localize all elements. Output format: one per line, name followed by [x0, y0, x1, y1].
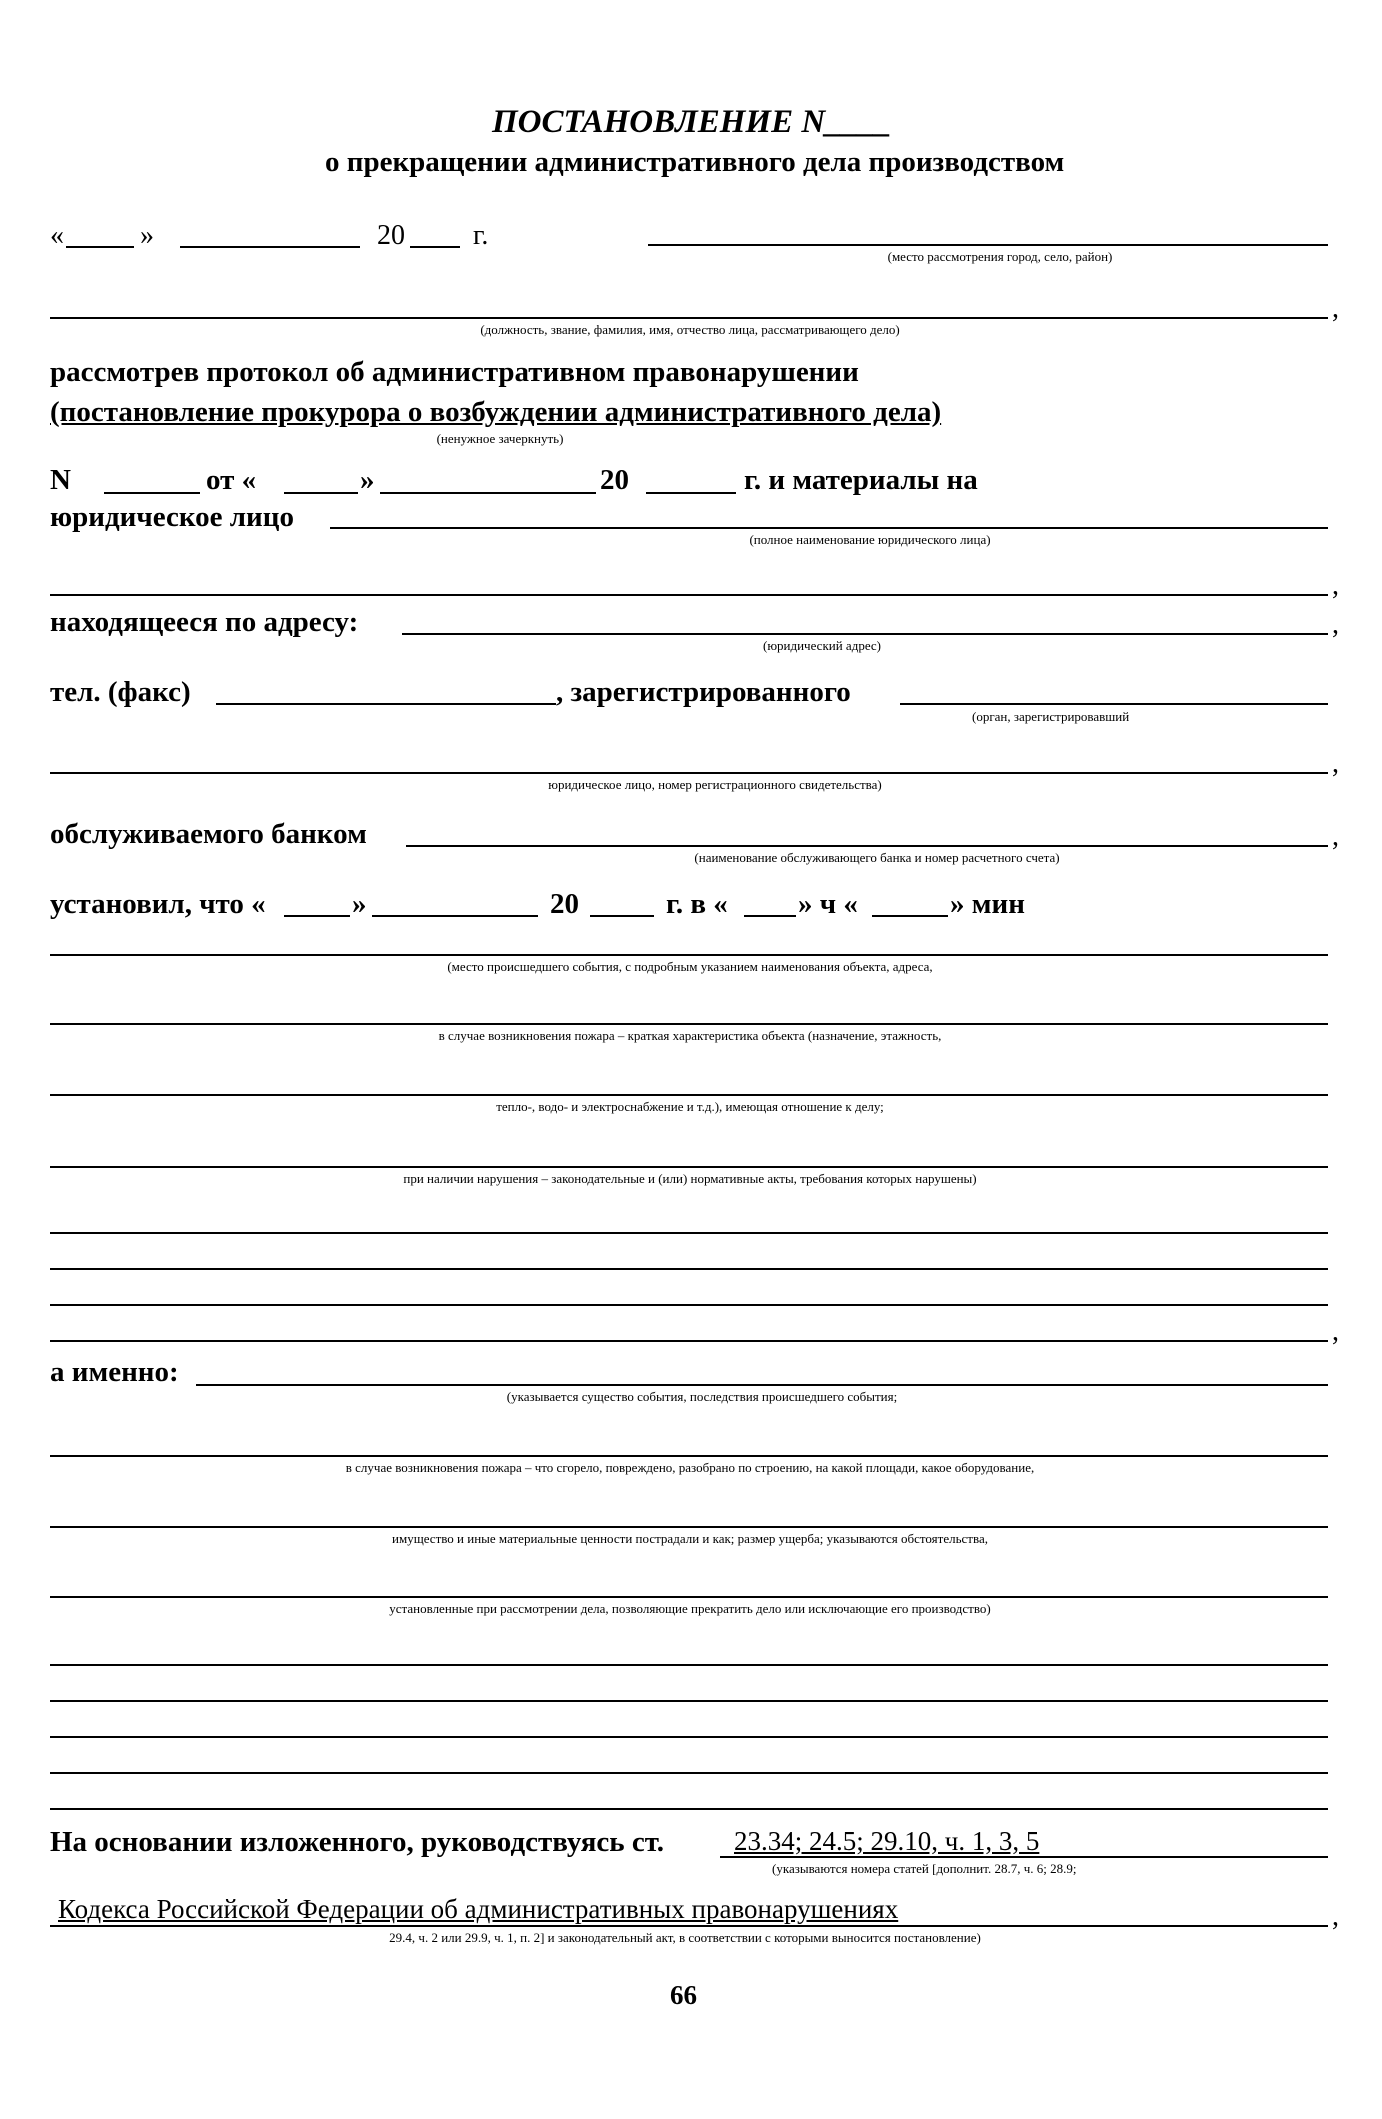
- namely-caption: установленные при рассмотрении дела, позволяющие прекратить дело или исключающие его производство): [389, 1601, 991, 1616]
- day-field[interactable]: [66, 246, 134, 248]
- protocol-date-close: »: [360, 464, 375, 496]
- protocol-number-field[interactable]: [104, 492, 200, 494]
- blank-line[interactable]: [50, 1736, 1328, 1738]
- protocol-day-field[interactable]: [284, 492, 358, 494]
- namely-field[interactable]: [50, 1526, 1328, 1528]
- place-field[interactable]: [648, 244, 1328, 246]
- namely-field[interactable]: [50, 1596, 1328, 1598]
- entity-caption: (полное наименование юридического лица): [749, 532, 991, 547]
- blank-line[interactable]: [50, 1304, 1328, 1306]
- from-label: от «: [206, 464, 257, 496]
- event-details-field[interactable]: [50, 1094, 1328, 1096]
- event-month-field[interactable]: [372, 915, 538, 917]
- registration-caption: юридическое лицо, номер регистрационного свидетельства): [548, 777, 882, 792]
- articles-caption: (указываются номера статей [дополнит. 28.7, ч. 6; 28.9;: [772, 1861, 1077, 1876]
- event-time-label: г. в «: [666, 888, 728, 920]
- comma: ,: [1332, 293, 1339, 324]
- blank-line[interactable]: [50, 1232, 1328, 1234]
- event-date-close: »: [352, 888, 367, 920]
- code-caption: 29.4, ч. 2 или 29.9, ч. 1, п. 2] и законодательный акт, в соответствии с которыми выносится постановление): [389, 1930, 981, 1945]
- bank-label: обслуживаемого банком: [50, 818, 367, 850]
- namely-caption: в случае возникновения пожара – что сгорело, повреждено, разобрано по строению, на какой площади, какое оборудование,: [345, 1460, 1035, 1475]
- registered-label: , зарегистрированного: [556, 676, 851, 708]
- namely-field[interactable]: [50, 1455, 1328, 1457]
- code-field[interactable]: [50, 1925, 1328, 1927]
- event-year-field[interactable]: [590, 915, 654, 917]
- month-field[interactable]: [180, 246, 360, 248]
- bank-field[interactable]: [406, 845, 1328, 847]
- bank-caption: (наименование обслуживающего банка и номер расчетного счета): [694, 850, 1060, 865]
- comma: ,: [1332, 821, 1339, 852]
- event-caption: тепло-, водо- и электроснабжение и т.д.), имеющая отношение к делу;: [496, 1099, 884, 1114]
- comma: ,: [1332, 570, 1339, 601]
- official-field[interactable]: [50, 317, 1328, 319]
- event-year-prefix: 20: [550, 888, 579, 920]
- entity-label: юридическое лицо: [50, 501, 294, 533]
- place-caption: (место рассмотрения город, село, район): [887, 249, 1113, 264]
- event-details-field[interactable]: [50, 1023, 1328, 1025]
- prosecutor-decision-text: (постановление прокурора о возбуждении административного дела): [50, 396, 942, 428]
- document-title: ПОСТАНОВЛЕНИЕ N____: [492, 104, 892, 140]
- blank-line[interactable]: [50, 1268, 1328, 1270]
- namely-field[interactable]: [196, 1384, 1328, 1386]
- official-caption: (должность, звание, фамилия, имя, отчество лица, рассматривающего дело): [480, 322, 900, 337]
- event-day-field[interactable]: [284, 915, 350, 917]
- year-suffix: г.: [473, 220, 489, 251]
- materials-text: г. и материалы на: [744, 464, 978, 496]
- blank-line[interactable]: [50, 1700, 1328, 1702]
- blank-line[interactable]: [50, 1340, 1328, 1342]
- comma: ,: [1332, 748, 1339, 779]
- comma: ,: [1332, 609, 1339, 640]
- protocol-year-field[interactable]: [646, 492, 736, 494]
- date-open-quote: «: [50, 220, 64, 251]
- blank-line[interactable]: [50, 1808, 1328, 1810]
- event-hour-field[interactable]: [744, 915, 796, 917]
- articles-text: 23.34; 24.5; 29.10, ч. 1, 3, 5: [734, 1826, 1040, 1856]
- established-label: установил, что «: [50, 888, 266, 920]
- protocol-month-field[interactable]: [380, 492, 596, 494]
- articles-field[interactable]: [720, 1856, 1328, 1858]
- protocol-year-prefix: 20: [600, 464, 629, 496]
- comma: ,: [1332, 1901, 1339, 1932]
- address-caption: (юридический адрес): [762, 638, 882, 653]
- year-prefix: 20: [377, 220, 405, 251]
- event-caption: при наличии нарушения – законодательные и (или) нормативные акты, требования которых нарушены): [403, 1171, 977, 1186]
- strike-caption: (ненужное зачеркнуть): [436, 431, 564, 446]
- basis-label: На основании изложенного, руководствуясь ст.: [50, 1826, 665, 1858]
- number-label: N: [50, 464, 71, 496]
- blank-line[interactable]: [50, 1772, 1328, 1774]
- event-minute-field[interactable]: [872, 915, 948, 917]
- namely-caption: имущество и иные материальные ценности пострадали и как; размер ущерба; указываются обстоятельства,: [392, 1531, 988, 1546]
- date-close-quote: »: [140, 220, 154, 251]
- phone-label: тел. (факс): [50, 676, 191, 708]
- namely-label: а именно:: [50, 1356, 179, 1388]
- year-field[interactable]: [410, 246, 460, 248]
- namely-caption: (указывается существо события, последствия происшедшего события;: [506, 1389, 898, 1404]
- address-field[interactable]: [402, 633, 1328, 635]
- entity-name-field[interactable]: [330, 527, 1328, 529]
- address-label: находящееся по адресу:: [50, 606, 359, 638]
- hour-label: » ч «: [798, 888, 858, 920]
- event-details-field[interactable]: [50, 1166, 1328, 1168]
- considered-text: рассмотрев протокол об административном правонарушении: [50, 356, 859, 388]
- event-details-field[interactable]: [50, 954, 1328, 956]
- event-caption: в случае возникновения пожара – краткая характеристика объекта (назначение, этажность,: [438, 1028, 942, 1043]
- comma: ,: [1332, 1316, 1339, 1347]
- phone-field[interactable]: [216, 703, 556, 705]
- page-number: 66: [670, 1980, 697, 2010]
- registration-number-field[interactable]: [50, 772, 1328, 774]
- blank-line[interactable]: [50, 1664, 1328, 1666]
- registering-body-caption: (орган, зарегистрировавший: [972, 709, 1130, 724]
- registering-body-field[interactable]: [900, 703, 1328, 705]
- entity-name-field-2[interactable]: [50, 594, 1328, 596]
- document-subtitle: о прекращении административного дела производством: [325, 146, 1065, 178]
- code-text: Кодекса Российской Федерации об административных правонарушениях: [58, 1894, 899, 1924]
- event-caption: (место происшедшего события, с подробным указанием наименования объекта, адреса,: [447, 959, 933, 974]
- minute-label: » мин: [950, 888, 1025, 920]
